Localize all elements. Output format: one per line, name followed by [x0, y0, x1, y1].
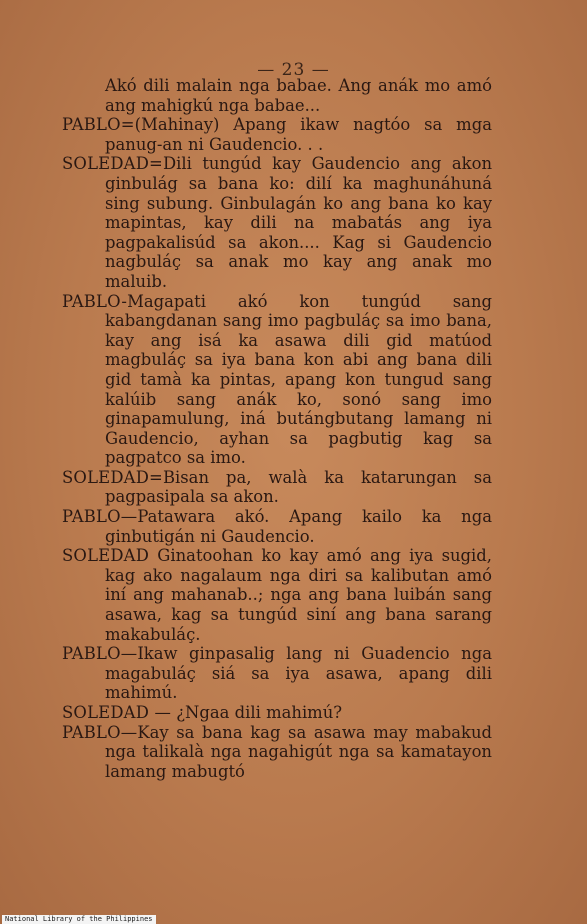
speaker-name: SOLEDAD= [62, 467, 163, 487]
page-number: — 23 — [257, 60, 330, 80]
dialogue-line: ¿Ngaa dili mahimú? [176, 703, 343, 722]
dialogue-paragraph [62, 115, 492, 154]
dialogue-line: Patawara akó. Apang kailo ka nga ginbutigán ni Gaudencio. [105, 507, 492, 546]
speaker-name: SOLEDAD — [62, 703, 172, 722]
speaker-name: PABLO- [62, 291, 128, 311]
speaker-name: SOLEDAD [62, 546, 150, 566]
dialogue-paragraph [62, 644, 492, 703]
speaker-name: PABLO— [62, 507, 138, 527]
speaker-name: PABLO— [62, 722, 138, 742]
dialogue-text [62, 76, 492, 781]
dialogue-paragraph [62, 507, 492, 546]
dialogue-paragraph [62, 76, 492, 115]
dialogue-paragraph [62, 292, 492, 468]
speaker-name: PABLO= [62, 115, 135, 135]
dialogue-line: Ginatoohan ko kay amó ang iya sugid, kag ako nagalaum nga diri sa kalibutan amó iní ang mahanab..; nga ang bana luibán sang asawa, kag sa tungúd siní ang bana sarang makabuláç. [105, 546, 492, 644]
dialogue-paragraph [62, 154, 492, 291]
dialogue-paragraph [62, 723, 492, 782]
dialogue-paragraph [62, 468, 492, 507]
dialogue-paragraph [62, 703, 492, 723]
library-footer: National Library of the Philippines [2, 915, 156, 924]
speaker-name: SOLEDAD= [62, 154, 163, 174]
dialogue-line: Dili tungúd kay Gaudencio ang akon ginbulág sa bana ko: dilí ka maghunáhuná sing subung. Ginbulagán ko ang bana ko kay mapintas, kay dili na mabatás ang iya pagpakalisúd sa akon.... Kag si Gaudencio nagbuláç sa anak mo kay ang anak mo maluib. [105, 154, 492, 291]
dialogue-line: Bisan pa, walà ka katarungan sa pagpasipala sa akon. [105, 467, 492, 507]
dialogue-paragraph [62, 546, 492, 644]
dialogue-line: (Mahinay) Apang ikaw nagtóo sa mga panug-an ni Gaudencio. . . [105, 115, 492, 154]
dialogue-line: Kay sa bana kag sa asawa may mabakud nga talikalà nga nagahigút nga sa kamatayon lamang mabugtó [105, 722, 492, 781]
dialogue-line: Magapati akó kon tungúd sang kabangdanan sang imo pagbuláç sa imo bana, kay ang isá ka asawa dili gid matúod magbuláç sa iya bana kon abi ang bana dili gid tamà ka pintas, apang kon tungud sang kalúib sang anák ko, sonó sang imo ginapamulung, iná butángbutang lamang ni Gaudencio, ayhan sa pagbutig kag sa pagpatco sa imo. [105, 291, 492, 468]
speaker-name: PABLO— [62, 644, 138, 664]
dialogue-line: Ikaw ginpasalig lang ni Guadencio nga magabuláç siá sa iya asawa, apang dili mahimú. [105, 644, 492, 703]
dialogue-line: Akó dili malain nga babae. Ang anák mo amó ang mahigkú nga babae... [105, 76, 492, 115]
